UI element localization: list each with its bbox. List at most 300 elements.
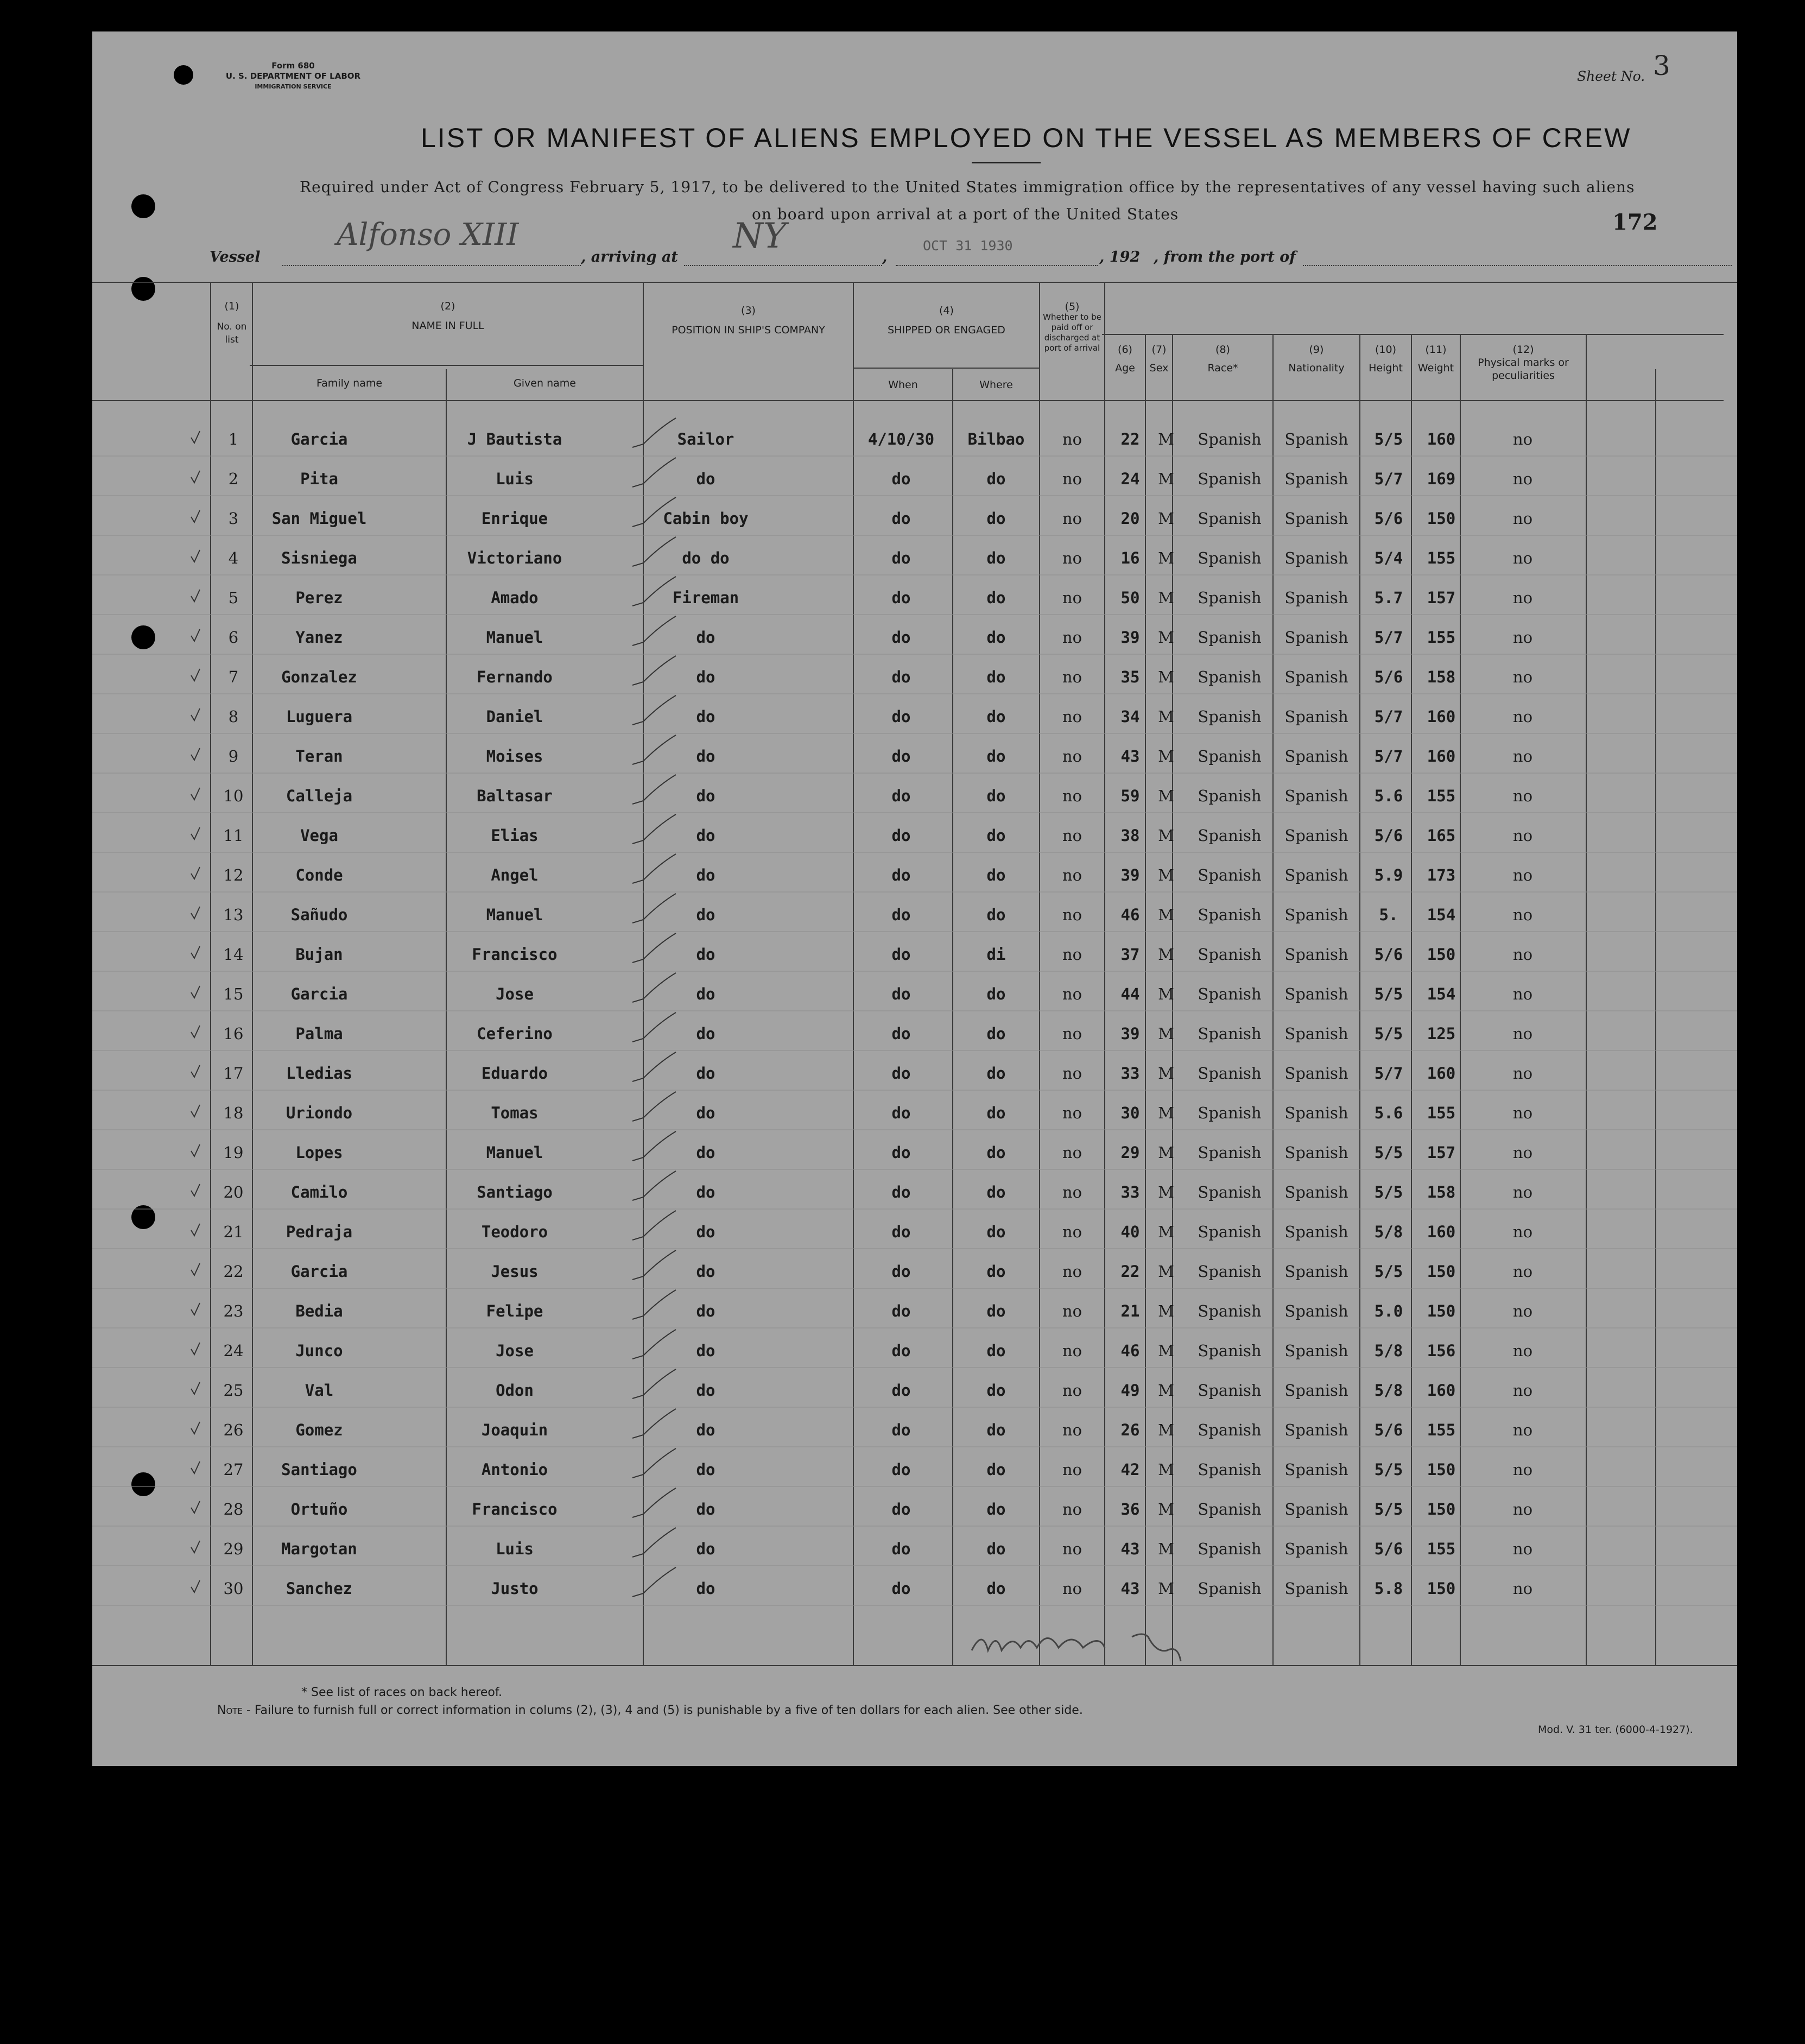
position: do bbox=[696, 707, 715, 726]
physical-marks: no bbox=[1512, 1302, 1533, 1320]
paid-off: no bbox=[1062, 1143, 1082, 1162]
paid-off: no bbox=[1062, 1500, 1082, 1518]
paid-off: no bbox=[1062, 1381, 1082, 1400]
row-number: 14 bbox=[223, 945, 244, 964]
age: 33 bbox=[1120, 1183, 1140, 1201]
nationality: Spanish bbox=[1284, 787, 1348, 805]
height: 5/5 bbox=[1374, 1262, 1403, 1281]
family-name: Sisniega bbox=[281, 549, 357, 567]
height: 5.7 bbox=[1374, 588, 1403, 607]
age: 39 bbox=[1120, 866, 1140, 884]
check-mark bbox=[632, 656, 676, 685]
physical-marks: no bbox=[1512, 430, 1533, 448]
height: 5/6 bbox=[1374, 1540, 1403, 1558]
given-name: Baltasar bbox=[477, 787, 553, 805]
height: 5/4 bbox=[1374, 549, 1403, 567]
given-name: Teodoro bbox=[481, 1223, 548, 1241]
col9-number: (9) bbox=[1309, 344, 1324, 356]
given-name: Jesus bbox=[491, 1262, 539, 1281]
height: 5/7 bbox=[1374, 470, 1403, 488]
family-name: Yanez bbox=[295, 628, 343, 647]
family-name: Bedia bbox=[295, 1302, 343, 1320]
position: do bbox=[696, 1579, 715, 1598]
physical-marks: no bbox=[1512, 549, 1533, 567]
col8-header bbox=[1173, 343, 1273, 375]
age: 42 bbox=[1120, 1460, 1140, 1479]
sex: M bbox=[1158, 628, 1174, 647]
col11-label: Weight bbox=[1417, 362, 1454, 374]
given-name: Jose bbox=[496, 985, 534, 1003]
shipped-where: do bbox=[986, 549, 1006, 567]
age: 59 bbox=[1120, 787, 1140, 805]
weight: 150 bbox=[1427, 945, 1456, 964]
age: 49 bbox=[1120, 1381, 1140, 1400]
race: Spanish bbox=[1198, 1421, 1262, 1439]
physical-marks: no bbox=[1512, 1143, 1533, 1162]
row-number: 25 bbox=[223, 1381, 244, 1400]
height: 5. bbox=[1379, 906, 1398, 924]
weight: 155 bbox=[1427, 1421, 1456, 1439]
check-mark bbox=[191, 471, 200, 483]
check-mark bbox=[632, 1250, 676, 1280]
paid-off: no bbox=[1062, 1104, 1082, 1122]
physical-marks: no bbox=[1512, 1500, 1533, 1518]
row-number: 27 bbox=[223, 1460, 244, 1479]
check-mark bbox=[191, 669, 200, 681]
col5-label: Whether to be paid off or discharged at port of arrival bbox=[1043, 312, 1101, 353]
check-mark bbox=[191, 986, 200, 998]
note-text: - Failure to furnish full or correct information in colums (2), (3), 4 and (5) is punishable by a five of ten dollars for each alien. See other side. bbox=[242, 1704, 1083, 1717]
given-name: Joaquin bbox=[481, 1421, 548, 1439]
sex: M bbox=[1158, 1341, 1174, 1360]
shipped-when: do bbox=[891, 826, 911, 845]
height: 5/5 bbox=[1374, 1143, 1403, 1162]
check-mark bbox=[191, 1144, 200, 1156]
family-name: Margotan bbox=[281, 1540, 357, 1558]
position: do bbox=[696, 1104, 715, 1122]
check-mark bbox=[632, 1488, 676, 1517]
nationality: Spanish bbox=[1284, 906, 1348, 924]
family-name: Teran bbox=[295, 747, 343, 765]
given-name: Manuel bbox=[486, 906, 543, 924]
shipped-when: do bbox=[891, 1262, 911, 1281]
paid-off: no bbox=[1062, 1183, 1082, 1201]
sex: M bbox=[1158, 866, 1174, 884]
weight: 125 bbox=[1427, 1024, 1456, 1043]
nationality: Spanish bbox=[1284, 668, 1348, 686]
paid-off: no bbox=[1062, 1540, 1082, 1558]
race: Spanish bbox=[1198, 1104, 1262, 1122]
shipped-when: do bbox=[891, 668, 911, 686]
sex: M bbox=[1158, 985, 1174, 1003]
department-name: U. S. DEPARTMENT OF LABOR bbox=[225, 71, 361, 81]
check-mark bbox=[632, 1052, 676, 1081]
paid-off: no bbox=[1062, 1460, 1082, 1479]
shipped-when: do bbox=[891, 747, 911, 765]
shipped-when: do bbox=[891, 1223, 911, 1241]
position: do do bbox=[682, 549, 730, 567]
col2-given-header: Given name bbox=[514, 377, 576, 389]
check-mark bbox=[632, 1528, 676, 1557]
sex: M bbox=[1158, 1024, 1174, 1043]
age: 50 bbox=[1120, 588, 1140, 607]
paid-off: no bbox=[1062, 668, 1082, 686]
given-name: Odon bbox=[496, 1381, 534, 1400]
col4-header bbox=[853, 304, 1040, 337]
check-mark bbox=[632, 854, 676, 883]
weight: 158 bbox=[1427, 668, 1456, 686]
check-mark bbox=[191, 629, 200, 641]
age: 46 bbox=[1120, 906, 1140, 924]
check-mark bbox=[191, 1026, 200, 1037]
col6-number: (6) bbox=[1118, 344, 1132, 356]
race: Spanish bbox=[1198, 588, 1262, 607]
sex: M bbox=[1158, 945, 1174, 964]
sex: M bbox=[1158, 1500, 1174, 1518]
year-label: , 192 bbox=[1099, 249, 1141, 265]
check-mark bbox=[191, 1343, 200, 1355]
check-mark bbox=[632, 1330, 676, 1359]
shipped-when: do bbox=[891, 1540, 911, 1558]
age: 30 bbox=[1120, 1104, 1140, 1122]
weight: 160 bbox=[1427, 430, 1456, 448]
height: 5/7 bbox=[1374, 628, 1403, 647]
race: Spanish bbox=[1198, 1302, 1262, 1320]
weight: 160 bbox=[1427, 1381, 1456, 1400]
check-mark bbox=[632, 1012, 676, 1042]
given-name: Luis bbox=[496, 1540, 534, 1558]
position: Cabin boy bbox=[663, 509, 749, 528]
page-number: 172 bbox=[1612, 210, 1658, 235]
race: Spanish bbox=[1198, 866, 1262, 884]
height: 5/5 bbox=[1374, 1024, 1403, 1043]
physical-marks: no bbox=[1512, 1024, 1533, 1043]
check-mark bbox=[191, 867, 200, 879]
shipped-where: do bbox=[986, 628, 1006, 647]
check-mark bbox=[191, 1065, 200, 1077]
col8-number: (8) bbox=[1215, 344, 1230, 356]
col4-where-header: Where bbox=[979, 379, 1013, 391]
height: 5/6 bbox=[1374, 668, 1403, 686]
family-name: Val bbox=[305, 1381, 334, 1400]
shipped-when: do bbox=[891, 588, 911, 607]
weight: 155 bbox=[1427, 1104, 1456, 1122]
nationality: Spanish bbox=[1284, 747, 1348, 765]
given-name: Manuel bbox=[486, 628, 543, 647]
weight: 154 bbox=[1427, 906, 1456, 924]
paid-off: no bbox=[1062, 1223, 1082, 1241]
check-mark bbox=[191, 1501, 200, 1513]
height: 5/6 bbox=[1374, 1421, 1403, 1439]
given-name: Ceferino bbox=[477, 1024, 553, 1043]
footnote: * See list of races on back hereof. bbox=[301, 1686, 502, 1699]
check-mark bbox=[191, 1263, 200, 1275]
race: Spanish bbox=[1198, 470, 1262, 488]
shipped-when: do bbox=[891, 1143, 911, 1162]
nationality: Spanish bbox=[1284, 1421, 1348, 1439]
physical-marks: no bbox=[1512, 1341, 1533, 1360]
position: Fireman bbox=[672, 588, 739, 607]
note-line bbox=[217, 1704, 1083, 1717]
race: Spanish bbox=[1198, 1223, 1262, 1241]
row-number: 6 bbox=[228, 628, 239, 647]
shipped-where: do bbox=[986, 1104, 1006, 1122]
sex: M bbox=[1158, 747, 1174, 765]
sex: M bbox=[1158, 826, 1174, 845]
race: Spanish bbox=[1198, 1579, 1262, 1598]
position: do bbox=[696, 1223, 715, 1241]
shipped-where: do bbox=[986, 747, 1006, 765]
given-name: J Bautista bbox=[467, 430, 562, 448]
paid-off: no bbox=[1062, 628, 1082, 647]
age: 29 bbox=[1120, 1143, 1140, 1162]
age: 43 bbox=[1120, 1579, 1140, 1598]
given-name: Justo bbox=[491, 1579, 539, 1598]
sex: M bbox=[1158, 588, 1174, 607]
given-name: Fernando bbox=[477, 668, 553, 686]
age: 39 bbox=[1120, 628, 1140, 647]
position: do bbox=[696, 906, 715, 924]
col7-number: (7) bbox=[1151, 344, 1167, 356]
position: do bbox=[696, 628, 715, 647]
height: 5.9 bbox=[1374, 866, 1403, 884]
nationality: Spanish bbox=[1284, 1381, 1348, 1400]
check-mark bbox=[191, 550, 200, 562]
check-mark bbox=[632, 616, 676, 646]
shipped-when: do bbox=[891, 1341, 911, 1360]
check-mark bbox=[191, 827, 200, 839]
col7-label: Sex bbox=[1149, 362, 1169, 374]
nationality: Spanish bbox=[1284, 1104, 1348, 1122]
given-name: Felipe bbox=[486, 1302, 543, 1320]
physical-marks: no bbox=[1512, 945, 1533, 964]
check-mark bbox=[632, 1567, 676, 1597]
age: 36 bbox=[1120, 1500, 1140, 1518]
paid-off: no bbox=[1062, 1064, 1082, 1083]
age: 35 bbox=[1120, 668, 1140, 686]
race: Spanish bbox=[1198, 985, 1262, 1003]
paid-off: no bbox=[1062, 588, 1082, 607]
shipped-where: do bbox=[986, 1223, 1006, 1241]
row-number: 17 bbox=[223, 1064, 244, 1083]
check-mark bbox=[632, 1092, 676, 1121]
race: Spanish bbox=[1198, 945, 1262, 964]
col6-label: Age bbox=[1115, 362, 1135, 374]
physical-marks: no bbox=[1512, 509, 1533, 528]
paid-off: no bbox=[1062, 747, 1082, 765]
paid-off: no bbox=[1062, 470, 1082, 488]
nationality: Spanish bbox=[1284, 1579, 1348, 1598]
col10-label: Height bbox=[1369, 362, 1403, 374]
nationality: Spanish bbox=[1284, 1500, 1348, 1518]
family-name: Luguera bbox=[286, 707, 353, 726]
vessel-label: Vessel bbox=[210, 249, 261, 265]
sex: M bbox=[1158, 1262, 1174, 1281]
physical-marks: no bbox=[1512, 1183, 1533, 1201]
given-name: Eduardo bbox=[481, 1064, 548, 1083]
physical-marks: no bbox=[1512, 747, 1533, 765]
check-mark bbox=[191, 1303, 200, 1315]
race: Spanish bbox=[1198, 1143, 1262, 1162]
height: 5.6 bbox=[1374, 787, 1403, 805]
age: 22 bbox=[1120, 1262, 1140, 1281]
family-name: Pita bbox=[300, 470, 338, 488]
race: Spanish bbox=[1198, 1381, 1262, 1400]
from-port-label: , from the port of bbox=[1154, 249, 1296, 265]
physical-marks: no bbox=[1512, 1223, 1533, 1241]
check-mark bbox=[191, 1224, 200, 1236]
vessel-value: Alfonso XIII bbox=[337, 217, 519, 252]
shipped-where: do bbox=[986, 707, 1006, 726]
family-name: San Miguel bbox=[271, 509, 367, 528]
paid-off: no bbox=[1062, 985, 1082, 1003]
given-name: Amado bbox=[491, 588, 539, 607]
shipped-when: do bbox=[891, 1421, 911, 1439]
subtitle-line-1: Required under Act of Congress February 5, 1917, to be delivered to the United States immigration office by the representatives of any vessel having such aliens bbox=[300, 178, 1635, 196]
family-name: Gonzalez bbox=[281, 668, 357, 686]
shipped-where: do bbox=[986, 1579, 1006, 1598]
row-number: 30 bbox=[223, 1579, 244, 1598]
family-name: Junco bbox=[295, 1341, 343, 1360]
position: do bbox=[696, 747, 715, 765]
nationality: Spanish bbox=[1284, 1143, 1348, 1162]
row-number: 20 bbox=[223, 1183, 244, 1201]
shipped-when: do bbox=[891, 707, 911, 726]
family-name: Uriondo bbox=[286, 1104, 353, 1122]
nationality: Spanish bbox=[1284, 985, 1348, 1003]
sex: M bbox=[1158, 1460, 1174, 1479]
nationality: Spanish bbox=[1284, 707, 1348, 726]
height: 5/7 bbox=[1374, 1064, 1403, 1083]
physical-marks: no bbox=[1512, 787, 1533, 805]
row-number: 28 bbox=[223, 1500, 244, 1518]
nationality: Spanish bbox=[1284, 470, 1348, 488]
age: 24 bbox=[1120, 470, 1140, 488]
shipped-when: do bbox=[891, 787, 911, 805]
date-stamp: OCT 31 1930 bbox=[923, 238, 1013, 254]
sex: M bbox=[1158, 1302, 1174, 1320]
row-number: 3 bbox=[228, 509, 239, 528]
weight: 160 bbox=[1427, 747, 1456, 765]
sex: M bbox=[1158, 549, 1174, 567]
position: do bbox=[696, 1421, 715, 1439]
age: 21 bbox=[1120, 1302, 1140, 1320]
physical-marks: no bbox=[1512, 1540, 1533, 1558]
sex: M bbox=[1158, 509, 1174, 528]
nationality: Spanish bbox=[1284, 1540, 1348, 1558]
family-name: Conde bbox=[295, 866, 343, 884]
position: do bbox=[696, 1183, 715, 1201]
race: Spanish bbox=[1198, 1064, 1262, 1083]
height: 5.6 bbox=[1374, 1104, 1403, 1122]
race: Spanish bbox=[1198, 1460, 1262, 1479]
row-number: 13 bbox=[223, 906, 244, 924]
sex: M bbox=[1158, 430, 1174, 448]
race: Spanish bbox=[1198, 707, 1262, 726]
shipped-where: di bbox=[986, 945, 1006, 964]
family-name: Palma bbox=[295, 1024, 343, 1043]
given-name: Angel bbox=[491, 866, 539, 884]
race: Spanish bbox=[1198, 668, 1262, 686]
paid-off: no bbox=[1062, 787, 1082, 805]
height: 5/6 bbox=[1374, 945, 1403, 964]
height: 5.8 bbox=[1374, 1579, 1403, 1598]
paid-off: no bbox=[1062, 549, 1082, 567]
sex: M bbox=[1158, 1540, 1174, 1558]
nationality: Spanish bbox=[1284, 1460, 1348, 1479]
position: do bbox=[696, 787, 715, 805]
row-number: 2 bbox=[228, 470, 239, 488]
col4-when-header: When bbox=[888, 379, 918, 391]
physical-marks: no bbox=[1512, 1064, 1533, 1083]
row-number: 8 bbox=[228, 707, 239, 726]
check-mark bbox=[632, 735, 676, 764]
position: do bbox=[696, 668, 715, 686]
note-label: Note bbox=[217, 1704, 243, 1717]
height: 5/8 bbox=[1374, 1381, 1403, 1400]
row-number: 29 bbox=[223, 1540, 244, 1558]
weight: 155 bbox=[1427, 628, 1456, 647]
check-mark bbox=[632, 1409, 676, 1438]
given-name: Daniel bbox=[486, 707, 543, 726]
check-mark bbox=[191, 907, 200, 919]
nationality: Spanish bbox=[1284, 509, 1348, 528]
given-name: Luis bbox=[496, 470, 534, 488]
family-name: Lopes bbox=[295, 1143, 343, 1162]
family-name: Vega bbox=[300, 826, 338, 845]
given-name: Enrique bbox=[481, 509, 548, 528]
age: 37 bbox=[1120, 945, 1140, 964]
shipped-when: do bbox=[891, 906, 911, 924]
age: 38 bbox=[1120, 826, 1140, 845]
position: do bbox=[696, 1262, 715, 1281]
physical-marks: no bbox=[1512, 1460, 1533, 1479]
arriving-value: NY bbox=[733, 216, 787, 256]
shipped-where: do bbox=[986, 1183, 1006, 1201]
height: 5/7 bbox=[1374, 747, 1403, 765]
family-name: Ortuño bbox=[290, 1500, 348, 1518]
shipped-when: do bbox=[891, 1460, 911, 1479]
race: Spanish bbox=[1198, 628, 1262, 647]
nationality: Spanish bbox=[1284, 1302, 1348, 1320]
race: Spanish bbox=[1198, 509, 1262, 528]
row-number: 4 bbox=[228, 549, 239, 567]
shipped-where: do bbox=[986, 668, 1006, 686]
physical-marks: no bbox=[1512, 826, 1533, 845]
row-number: 18 bbox=[223, 1104, 244, 1122]
row-number: 12 bbox=[223, 866, 244, 884]
row-number: 26 bbox=[223, 1421, 244, 1439]
col2-number: (2) bbox=[440, 300, 455, 312]
col2-label: NAME IN FULL bbox=[411, 320, 484, 332]
race: Spanish bbox=[1198, 430, 1262, 448]
shipped-where: do bbox=[986, 1024, 1006, 1043]
age: 22 bbox=[1120, 430, 1140, 448]
family-name: Camilo bbox=[290, 1183, 348, 1201]
row-number: 24 bbox=[223, 1341, 244, 1360]
weight: 150 bbox=[1427, 1460, 1456, 1479]
position: do bbox=[696, 1500, 715, 1518]
given-name: Antonio bbox=[481, 1460, 548, 1479]
row-number: 5 bbox=[228, 588, 239, 607]
paid-off: no bbox=[1062, 1262, 1082, 1281]
height: 5/7 bbox=[1374, 707, 1403, 726]
check-mark bbox=[191, 946, 200, 958]
shipped-when: do bbox=[891, 1579, 911, 1598]
weight: 150 bbox=[1427, 1500, 1456, 1518]
check-mark bbox=[632, 577, 676, 606]
sex: M bbox=[1158, 1104, 1174, 1122]
